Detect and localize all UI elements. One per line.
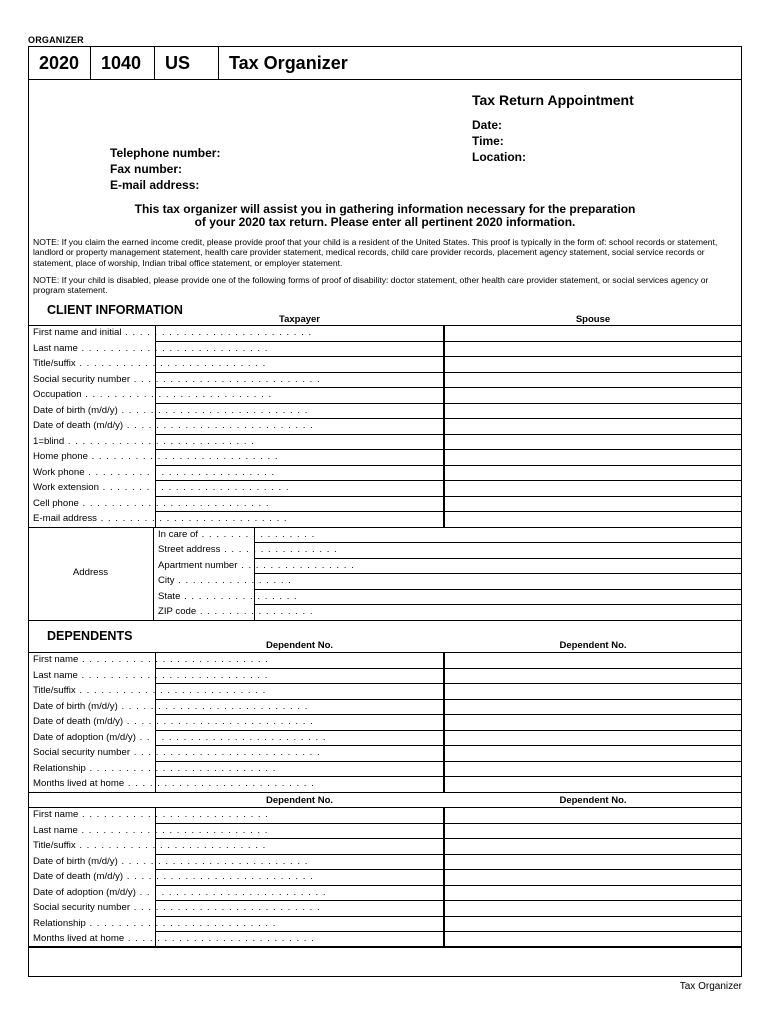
dependent-3-field[interactable] [156, 824, 443, 839]
dependent-row-label [33, 807, 269, 823]
email-label: E-mail address: [110, 178, 200, 192]
dependent-row-label [33, 776, 315, 792]
address-row-text: ZIP code [158, 606, 197, 617]
leader-dots: . . . . . . . . . . . . . . . . [198, 528, 316, 540]
taxpayer-field[interactable] [156, 342, 443, 357]
address-field[interactable] [255, 574, 741, 589]
client-row-label-text: Date of death (m/d/y) [33, 420, 124, 431]
form-title: Tax Organizer [229, 53, 348, 73]
spouse-field[interactable] [445, 342, 741, 357]
dependent-column-header-2: Dependent No. [559, 640, 627, 651]
leader-dots: . . . . . . . . . . . . . . . . . . . . . . . . . . [85, 917, 277, 929]
dependent-row-label-text: Date of death (m/d/y) [33, 716, 124, 727]
client-row-label [33, 496, 270, 512]
spouse-field[interactable] [445, 497, 741, 512]
dependent-row-label [33, 683, 267, 699]
client-row-label [33, 341, 269, 357]
dependent-row-label-text: Last name [33, 669, 78, 681]
address-row-text: State [158, 590, 181, 602]
dependent-row-label [33, 869, 314, 885]
address-field[interactable] [255, 528, 741, 543]
spouse-field[interactable] [445, 404, 741, 419]
client-row-label-text: Title/suffix [33, 358, 76, 369]
dependent-row-label-text: Relationship [33, 917, 86, 929]
address-row-text: City [158, 575, 175, 586]
taxpayer-field[interactable] [156, 373, 443, 388]
leader-dots: . . . . . . . . . . . . . . . . . . . . . . . . . . [124, 778, 315, 789]
leader-dots: . . . . . . . . . . . . . . . . . . . . . . . . . . [123, 871, 314, 882]
organizer-label: ORGANIZER [28, 35, 84, 45]
dependent-label-top-rule [28, 652, 155, 653]
address-bottom-rule [28, 620, 742, 621]
dependent-row-label-text: Date of adoption (m/d/y) [33, 886, 136, 898]
address-row-label [158, 558, 355, 574]
spouse-field[interactable] [445, 450, 741, 465]
taxpayer-column-header: Taxpayer [278, 314, 320, 325]
dependent-2-field[interactable] [445, 684, 741, 699]
spouse-column-header: Spouse [575, 314, 611, 325]
dependent-column-header-1: Dependent No. [265, 640, 334, 651]
client-row-label-text: E-mail address [33, 513, 97, 524]
taxpayer-field[interactable] [156, 404, 443, 419]
client-row-label-text: First name and initial [33, 327, 122, 338]
client-row-label [33, 418, 314, 434]
appointment-time-label: Time: [472, 134, 504, 148]
leader-dots: . . . . . . . . . . . . . . . . [174, 575, 292, 586]
dependent-4-field[interactable] [445, 870, 741, 885]
leader-dots: . . . . . . . . . . . . . . . . . . . . . . . . . . [96, 513, 288, 524]
address-row-text: Street address [158, 544, 221, 555]
client-row-label [33, 480, 290, 496]
form-cell: 1040 [91, 47, 155, 79]
fax-label: Fax number: [110, 162, 183, 176]
note-eic: NOTE: If you claim the earned income credit, please provide proof that your child is a resident of the United States. This proof is typically in the form of: school records or statement, landlord or property management statement, health care provider statement, medical records, child care provider records, placement agency statement, social service records or statement, place of worship, Indian tribal office statement, or employer statement. [33, 237, 718, 268]
spouse-field[interactable] [445, 419, 741, 434]
dependent-row-label-text: Months lived at home [33, 778, 125, 789]
dependent-3-field[interactable] [156, 855, 443, 870]
leader-dots: . . . . . . . . . . . . . . . . . . . . . . . . . . [117, 700, 309, 712]
client-row-label-text: 1=blind [33, 435, 65, 447]
dependent-row-label [33, 730, 327, 746]
dependent-3-field[interactable] [156, 839, 443, 854]
leader-dots: . . . . . . . . . . . . . . . . . . . . . . . . . . [78, 654, 269, 665]
dependent-2-field[interactable] [445, 715, 741, 730]
dependent-row-label-text: Date of birth (m/d/y) [33, 855, 118, 867]
taxpayer-field[interactable] [156, 481, 443, 496]
address-row-label [158, 542, 338, 558]
spouse-field[interactable] [445, 466, 741, 481]
spouse-field[interactable] [445, 373, 741, 388]
client-row-label [33, 449, 279, 465]
dependent-row-label-text: Date of death (m/d/y) [33, 871, 124, 882]
leader-dots: . . . . . . . . . . . . . . . . . . . . . . . . . . [123, 420, 314, 431]
leader-dots: . . . . . . . . . . . . . . . . . . . . . . . . . . [123, 716, 314, 727]
telephone-label: Telephone number: [110, 146, 221, 160]
dependent-4-field[interactable] [445, 855, 741, 870]
taxpayer-field[interactable] [156, 357, 443, 372]
dependent-1-field[interactable] [156, 746, 443, 761]
spouse-field[interactable] [445, 357, 741, 372]
dependent-row-label [33, 668, 269, 684]
address-field[interactable] [255, 543, 741, 558]
dependent-row-label-text: Relationship [33, 762, 86, 774]
appointment-date-label: Date: [472, 118, 503, 132]
client-row-label [33, 511, 288, 527]
leader-dots: . . . . . . . . . . . . . . . . [237, 559, 355, 571]
address-field[interactable] [255, 605, 741, 620]
address-row-text: In care of [158, 528, 198, 540]
dependent-1-field[interactable] [156, 700, 443, 715]
address-row-text: Apartment number [158, 559, 238, 571]
dependents-section-title: DEPENDENTS [47, 629, 133, 643]
dependent-row-label [33, 838, 267, 854]
leader-dots: . . . . . . . . . . . . . . . . . . . . . . . . . . [135, 731, 327, 743]
client-row-label [33, 372, 321, 388]
dependent-row-label-text: First name [33, 654, 79, 665]
dependent-2-field[interactable] [445, 653, 741, 668]
dependent-row-label-text: Date of adoption (m/d/y) [33, 731, 136, 743]
client-row-label [33, 325, 313, 341]
appointment-title: Tax Return Appointment [472, 92, 634, 108]
leader-dots: . . . . . . . . . . . . . . . . . . . . . . . . . . [117, 404, 309, 416]
address-field[interactable] [255, 590, 741, 605]
dependent-row-label-text: Months lived at home [33, 933, 125, 944]
leader-dots: . . . . . . . . . . . . . . . . . . . . . . . . . . [75, 685, 267, 696]
spouse-field[interactable] [445, 435, 741, 450]
leader-dots: . . . . . . . . . . . . . . . . . . . . . . . . . . [117, 855, 309, 867]
leader-dots: . . . . . . . . . . . . . . . . . . . . . . . . . . [64, 435, 255, 447]
leader-dots: . . . . . . . . . . . . . . . . . . . . . . . . . . [77, 669, 269, 681]
client-section-title: CLIENT INFORMATION [47, 303, 183, 317]
leader-dots: . . . . . . . . . . . . . . . . . . . . . . . . . . [75, 840, 267, 851]
address-label: Address [72, 567, 109, 579]
header-divider [29, 79, 741, 80]
dependent-row-label-text: Date of birth (m/d/y) [33, 700, 118, 712]
country-cell: US [155, 47, 219, 79]
dependent-4-field[interactable] [445, 932, 741, 947]
dependent-1-field[interactable] [156, 762, 443, 777]
dependent-1-field[interactable] [156, 777, 443, 792]
address-row-label [158, 589, 298, 605]
client-label-top-rule [28, 325, 155, 326]
taxpayer-field[interactable] [156, 497, 443, 512]
leader-dots: . . . . . . . . . . . . . . . . . . . . . . . . . . [75, 358, 267, 369]
client-row-label [33, 434, 255, 450]
footer-label: Tax Organizer [679, 981, 742, 992]
dependent-row-label [33, 714, 314, 730]
dependent-1-field[interactable] [156, 731, 443, 746]
leader-dots: . . . . . . . . . . . . . . . . [180, 590, 298, 602]
dependent-3-field[interactable] [156, 808, 443, 823]
address-label-divider [153, 527, 154, 620]
dependent-row-label-text: Social security number [33, 747, 131, 758]
dependent-2-field[interactable] [445, 669, 741, 684]
dependent-row-label-text: Title/suffix [33, 685, 76, 696]
spouse-field[interactable] [445, 326, 741, 341]
dependent-row-label [33, 854, 309, 870]
client-row-label-text: Last name [33, 342, 78, 354]
dependent-4-field[interactable] [445, 808, 741, 823]
dependent-row-label-text: Social security number [33, 902, 131, 913]
client-row-label [33, 465, 276, 481]
intro-line-2: of your 2020 tax return. Please enter all pertinent 2020 information. [194, 215, 576, 229]
dependent-row-label [33, 652, 269, 668]
dependent-4-field[interactable] [445, 917, 741, 932]
leader-dots: . . . . . . . . . . . . . . . . . . . . . . . . . . [130, 747, 321, 758]
client-row-label-text: Date of birth (m/d/y) [33, 404, 118, 416]
dependent-label-top-rule [28, 807, 155, 808]
leader-dots: . . . . . . . . . . . . . . . . . . . . . . . . . . [85, 762, 277, 774]
address-row-label [158, 604, 314, 620]
client-row-label-text: Work extension [33, 482, 99, 493]
leader-dots: . . . . . . . . . . . . . . . . . . . . . . . . . . [78, 497, 270, 509]
leader-dots: . . . . . . . . . . . . . . . . . . . . . . . . . . [135, 886, 327, 898]
intro-line-1: This tax organizer will assist you in gathering information necessary for the preparation [134, 202, 636, 216]
dependent-2-field[interactable] [445, 762, 741, 777]
dependent-1-field[interactable] [156, 684, 443, 699]
year-cell: 2020 [29, 47, 91, 79]
client-row-label-text: Work phone [33, 466, 85, 478]
dependent-block-bottom-rule [28, 792, 742, 793]
dependent-row-label [33, 900, 321, 916]
spouse-field[interactable] [445, 481, 741, 496]
dependent-row-label [33, 761, 277, 777]
leader-dots: . . . . . . . . . . . . . . . . . . . . . . . . . . [77, 824, 269, 836]
dependent-1-field[interactable] [156, 715, 443, 730]
dependent-row-label-text: First name [33, 809, 79, 820]
dependent-1-field[interactable] [156, 653, 443, 668]
taxpayer-field[interactable] [156, 388, 443, 403]
spouse-field[interactable] [445, 512, 741, 527]
dependent-2-field[interactable] [445, 777, 741, 792]
leader-dots: . . . . . . . . . . . . . . . . [220, 544, 338, 555]
dependent-3-field[interactable] [156, 917, 443, 932]
appointment-location-label: Location: [472, 150, 526, 164]
leader-dots: . . . . . . . . . . . . . . . . . . . . . . . . . . [130, 902, 321, 913]
client-row-label [33, 387, 273, 403]
address-row-label [158, 527, 316, 543]
dependent-row-label [33, 916, 277, 932]
client-row-label-text: Social security number [33, 373, 131, 385]
dependent-3-field[interactable] [156, 932, 443, 947]
client-row-label-text: Home phone [33, 451, 88, 462]
dependent-2-field[interactable] [445, 700, 741, 715]
leader-dots: . . . . . . . . . . . . . . . . . . . . . . . . . . [124, 933, 315, 944]
dependent-4-field[interactable] [445, 839, 741, 854]
dependent-row-label-text: Title/suffix [33, 840, 76, 851]
client-row-label-text: Cell phone [33, 497, 79, 509]
address-row-label [158, 573, 292, 589]
leader-dots: . . . . . . . . . . . . . . . . . . . . . . . . . . [78, 809, 269, 820]
client-row-label [33, 356, 267, 372]
leader-dots: . . . . . . . . . . . . . . . . . . . . . . . . . . [121, 327, 313, 338]
dependent-4-field[interactable] [445, 824, 741, 839]
client-row-label-text: Occupation [33, 389, 82, 400]
dependent-row-label [33, 823, 269, 839]
leader-dots: . . . . . . . . . . . . . . . . [196, 606, 314, 617]
client-row-label [33, 403, 309, 419]
dependent-3-field[interactable] [156, 901, 443, 916]
dependent-row-label [33, 745, 321, 761]
taxpayer-field[interactable] [156, 466, 443, 481]
dependent-4-field[interactable] [445, 901, 741, 916]
dependent-3-field[interactable] [156, 870, 443, 885]
dependent-3-field[interactable] [156, 886, 443, 901]
dependent-1-field[interactable] [156, 669, 443, 684]
leader-dots: . . . . . . . . . . . . . . . . . . . . . . . . . . [84, 466, 276, 478]
taxpayer-field[interactable] [156, 419, 443, 434]
leader-dots: . . . . . . . . . . . . . . . . . . . . . . . . . . [77, 342, 269, 354]
leader-dots: . . . . . . . . . . . . . . . . . . . . . . . . . . [130, 373, 321, 385]
taxpayer-field[interactable] [156, 450, 443, 465]
dependent-row-label [33, 699, 309, 715]
note-disability: NOTE: If your child is disabled, please provide one of the following forms of proof of disability: doctor statement, other health care provider statement, or social services agency or program statement. [33, 275, 709, 296]
taxpayer-field[interactable] [156, 512, 443, 527]
dependent-row-label [33, 885, 327, 901]
dependent-row-label-text: Last name [33, 824, 78, 836]
taxpayer-field[interactable] [156, 435, 443, 450]
spouse-field[interactable] [445, 388, 741, 403]
address-field[interactable] [255, 559, 741, 574]
leader-dots: . . . . . . . . . . . . . . . . . . . . . . . . . . [87, 451, 279, 462]
dependent-2-field[interactable] [445, 731, 741, 746]
bottom-blank-rule [28, 946, 742, 947]
dependent-row-label [33, 931, 315, 947]
dependent-2-field[interactable] [445, 746, 741, 761]
dependent-4-field[interactable] [445, 886, 741, 901]
taxpayer-field[interactable] [156, 326, 443, 341]
leader-dots: . . . . . . . . . . . . . . . . . . . . . . . . . . [81, 389, 273, 400]
dependent-column-header-4: Dependent No. [559, 795, 627, 806]
dependent-column-header-3: Dependent No. [265, 795, 334, 806]
leader-dots: . . . . . . . . . . . . . . . . . . . . . . . . . . [98, 482, 290, 493]
